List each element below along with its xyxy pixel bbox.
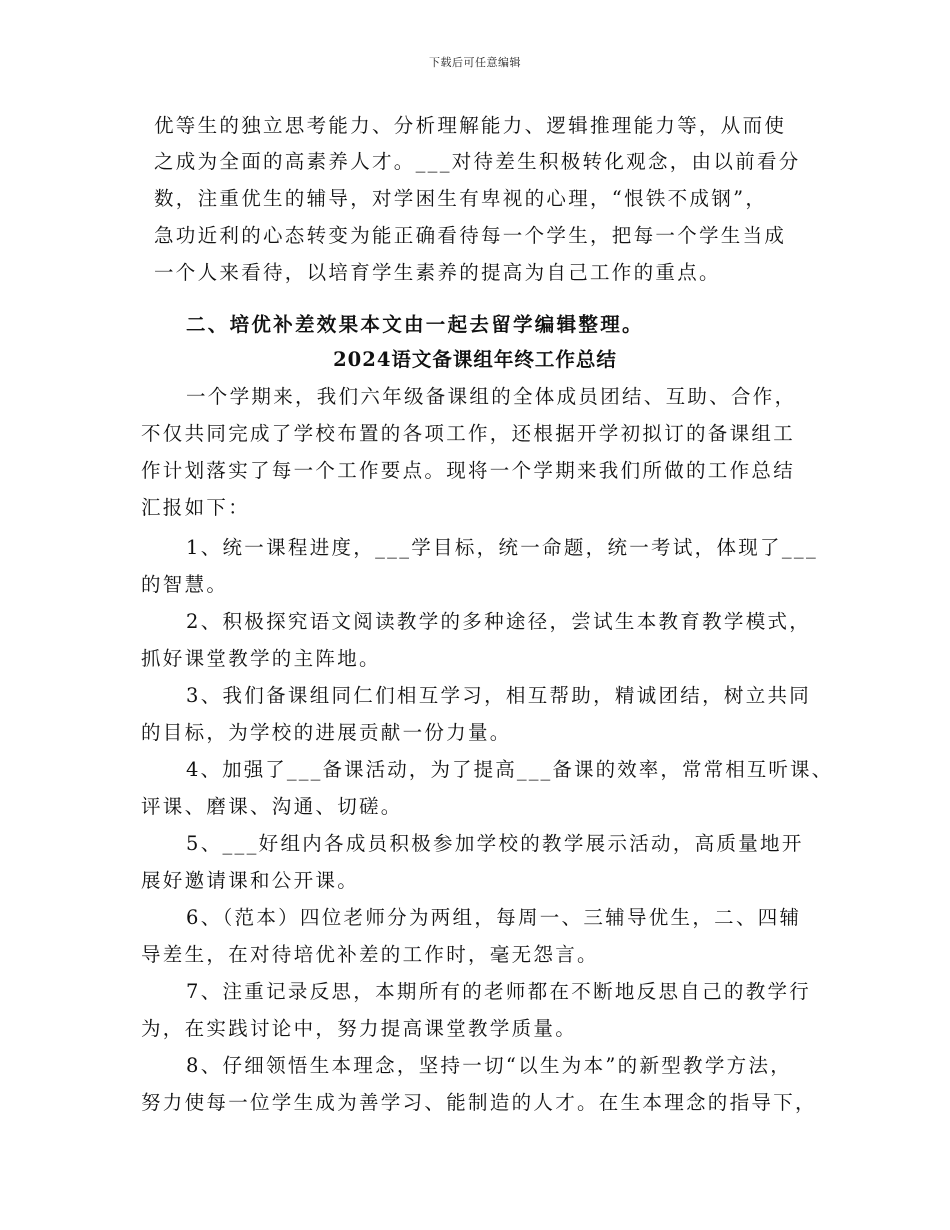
list-item-line: 1、统一课程进度，___学目标，统一命题，统一考试，体现了___ bbox=[186, 536, 819, 559]
continuation-line: 一个人来看待，以培育学生素养的提高为自己工作的重点。 bbox=[154, 261, 721, 284]
continuation-line: 之成为全面的高素养人才。___对待差生积极转化观念，由以前看分 bbox=[154, 150, 801, 173]
continuation-line: 优等生的独立思考能力、分析理解能力、逻辑推理能力等，从而使 bbox=[154, 114, 787, 137]
intro-line: 汇报如下： bbox=[141, 496, 251, 519]
continuation-line: 数，注重优生的辅导，对学困生有卑视的心理，“恨铁不成钢”， bbox=[154, 187, 768, 210]
list-item-line: 的智慧。 bbox=[141, 573, 229, 596]
list-item-line: 5、___好组内各成员积极参加学校的教学展示活动，高质量地开 bbox=[186, 832, 804, 855]
list-item-line: 的目标，为学校的进展贡献一份力量。 bbox=[141, 721, 512, 744]
list-item-line: 导差生，在对待培优补差的工作时，毫无怨言。 bbox=[141, 943, 599, 966]
page-header: 下载后可任意编辑 bbox=[429, 56, 521, 69]
list-item-line: 为，在实践讨论中，努力提高课堂教学质量。 bbox=[141, 1017, 578, 1040]
document-title: 2024语文备课组年终工作总结 bbox=[333, 348, 617, 371]
list-item-line: 4、加强了___备课活动，为了提高___备课的效率，常常相互听课、 bbox=[186, 758, 834, 781]
list-item-line: 抓好课堂教学的主阵地。 bbox=[141, 647, 381, 670]
list-item-line: 2、积极探究语文阅读教学的多种途径，尝试生本教育教学模式， bbox=[186, 610, 812, 633]
list-item-line: 评课、磨课、沟通、切磋。 bbox=[141, 795, 403, 818]
intro-line: 不仅共同完成了学校布置的各项工作，还根据开学初拟订的备课组工 bbox=[141, 422, 796, 445]
list-item-line: 3、我们备课组同仁们相互学习，相互帮助，精诚团结，树立共同 bbox=[186, 684, 812, 707]
list-item-line: 8、仔细领悟生本理念，坚持一切“以生为本”的新型教学方法， bbox=[186, 1054, 793, 1077]
intro-line: 作计划落实了每一个工作要点。现将一个学期来我们所做的工作总结 bbox=[141, 459, 796, 482]
list-item-line: 展好邀请课和公开课。 bbox=[141, 869, 360, 892]
section-heading: 二、培优补差效果本文由一起去留学编辑整理。 bbox=[186, 313, 644, 336]
list-item-line: 努力使每一位学生成为善学习、能制造的人才。在生本理念的指导下， bbox=[141, 1091, 817, 1114]
list-item-line: 7、注重记录反思，本期所有的老师都在不断地反思自己的教学行 bbox=[186, 980, 812, 1003]
list-item-line: 6、（范本）四位老师分为两组，每周一、三辅导优生，二、四辅 bbox=[186, 906, 802, 929]
intro-line: 一个学期来，我们六年级备课组的全体成员团结、互助、合作， bbox=[186, 385, 797, 408]
continuation-line: 急功近利的心态转变为能正确看待每一个学生，把每一个学生当成 bbox=[154, 224, 787, 247]
